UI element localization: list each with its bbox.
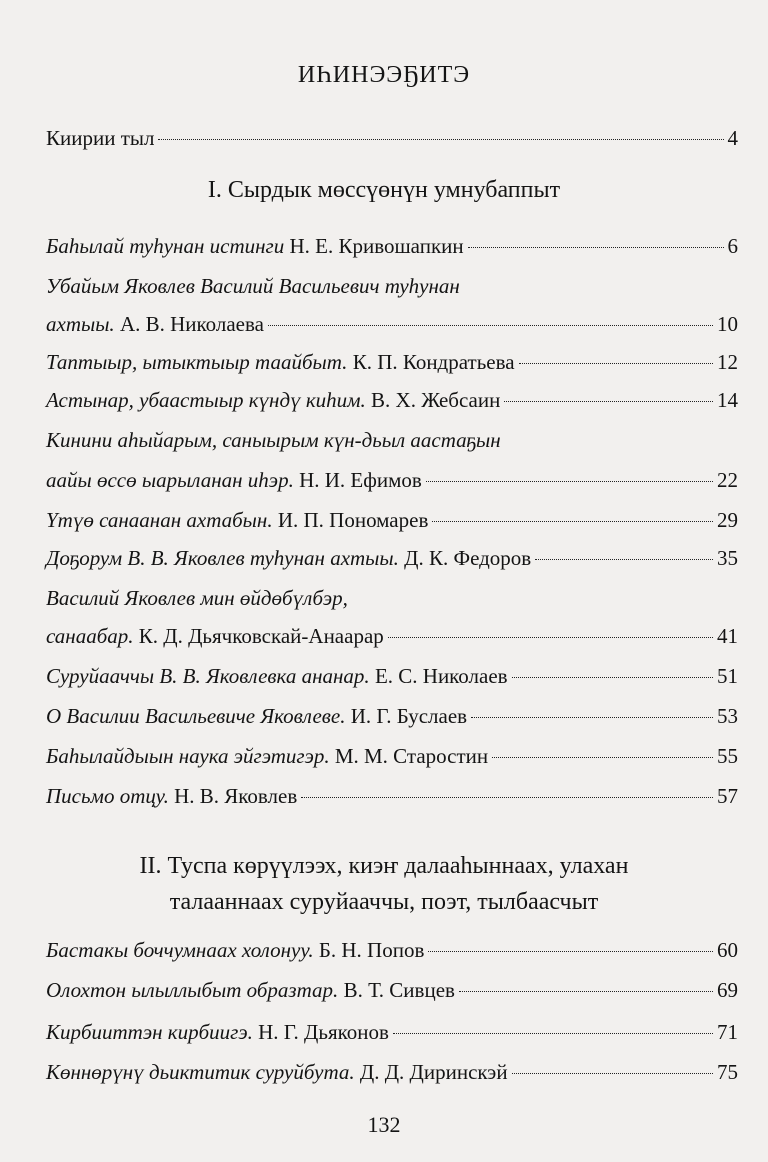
toc-entry[interactable] xyxy=(46,386,738,414)
entry-author: И. Г. Буслаев xyxy=(345,704,468,728)
entry-page: 12 xyxy=(717,350,738,374)
entry-title-line1: Кинини аһыйарым, саныырым күн-дьыл аастаҕын xyxy=(46,428,501,452)
entry-title: санаабар. xyxy=(46,624,134,648)
entry-page: 4 xyxy=(727,126,738,150)
page-title: ИҺИНЭЭҔИТЭ xyxy=(297,62,471,88)
entry-page: 14 xyxy=(717,388,738,412)
entry-author: М. М. Старостин xyxy=(329,744,489,768)
entry-page: 6 xyxy=(727,234,738,258)
dot-leader xyxy=(519,363,713,364)
toc-entry[interactable] xyxy=(46,506,738,534)
toc-entry[interactable] xyxy=(46,702,738,730)
dot-leader xyxy=(426,481,713,482)
entry-page: 69 xyxy=(717,978,738,1002)
section-heading-2 xyxy=(60,848,708,920)
entry-title: Бастакы боччумнаах холонуу. xyxy=(46,938,314,962)
entry-author: Н. Г. Дьяконов xyxy=(252,1020,389,1044)
toc-entry[interactable] xyxy=(46,662,738,690)
entry-page: 75 xyxy=(717,1060,738,1084)
entry-author: Н. И. Ефимов xyxy=(293,468,422,492)
entry-page: 55 xyxy=(717,744,738,768)
toc-entry[interactable] xyxy=(46,742,738,770)
toc-entry[interactable] xyxy=(46,544,738,572)
entry-title: Астынар, убаастыыр күндү киһим. xyxy=(46,388,366,412)
entry-title: Үтүө санаанан ахтабын. xyxy=(46,508,273,532)
entry-title-line1: Убайым Яковлев Василий Васильевич туһунан xyxy=(46,274,460,298)
toc-entry-intro[interactable] xyxy=(46,124,738,152)
section-heading-2-line2: талааннаах суруйааччы, поэт, тылбаасчыт xyxy=(169,889,599,915)
section-heading-1: I. Сырдык мөссүөнүн умнубаппыт xyxy=(207,177,561,203)
entry-title: Киирии тыл xyxy=(46,126,155,150)
entry-title: Доҕорум В. В. Яковлев туһунан ахтыы. xyxy=(46,546,399,570)
entry-page: 41 xyxy=(717,624,738,648)
section-heading-2-line1: II. Туспа көрүүлээх, киэҥ далааһыннаах, улахан xyxy=(139,853,629,879)
dot-leader xyxy=(432,521,713,522)
entry-author: Н. Е. Кривошапкин xyxy=(284,234,464,258)
entry-author: К. П. Кондратьева xyxy=(347,350,515,374)
entry-title: Письмо отцу. xyxy=(46,784,169,808)
entry-author: Д. К. Федоров xyxy=(398,546,532,570)
entry-title-line1: Василий Яковлев мин өйдөбүлбэр, xyxy=(46,586,348,610)
entry-author: И. П. Пономарев xyxy=(272,508,429,532)
dot-leader xyxy=(388,637,713,638)
dot-leader xyxy=(428,951,713,952)
entry-title: аайы өссө ыарыланан иһэр. xyxy=(46,468,294,492)
toc-entry[interactable] xyxy=(46,466,738,494)
dot-leader xyxy=(158,139,723,140)
entry-author: Д. Д. Диринскэй xyxy=(354,1060,508,1084)
entry-title: Кирбииттэн кирбиигэ. xyxy=(46,1020,253,1044)
entry-author: В. Т. Сивцев xyxy=(338,978,455,1002)
entry-page: 29 xyxy=(717,508,738,532)
toc-entry[interactable] xyxy=(46,782,738,810)
dot-leader xyxy=(301,797,713,798)
entry-page: 60 xyxy=(717,938,738,962)
entry-author: Н. В. Яковлев xyxy=(168,784,298,808)
entry-title: Баһылайдыын наука эйгэтигэр. xyxy=(46,744,330,768)
toc-entry[interactable] xyxy=(46,310,738,338)
dot-leader xyxy=(459,991,713,992)
dot-leader xyxy=(535,559,713,560)
entry-author: Е. С. Николаев xyxy=(369,664,508,688)
entry-title: О Василии Васильевиче Яковлеве. xyxy=(46,704,346,728)
dot-leader xyxy=(512,1073,713,1074)
entry-author: В. Х. Жебсаин xyxy=(365,388,501,412)
entry-author: К. Д. Дьячковскай-Анаарар xyxy=(133,624,384,648)
toc-entry[interactable] xyxy=(46,232,738,260)
entry-title: Таптыыр, ытыктыыр таайбыт. xyxy=(46,350,348,374)
page-number: 132 xyxy=(367,1112,401,1137)
entry-page: 51 xyxy=(717,664,738,688)
dot-leader xyxy=(492,757,713,758)
entry-title: Олохтон ылыллыбыт образтар. xyxy=(46,978,339,1002)
entry-title: Баһылай туһунан истинги xyxy=(46,234,285,258)
entry-page: 10 xyxy=(717,312,738,336)
entry-author: Б. Н. Попов xyxy=(313,938,425,962)
toc-entry[interactable] xyxy=(46,976,738,1004)
entry-author: А. В. Николаева xyxy=(114,312,264,336)
entry-title: Көннөрүнү дьиктитик суруйбута. xyxy=(46,1060,355,1084)
entry-page: 71 xyxy=(717,1020,738,1044)
dot-leader xyxy=(512,677,713,678)
toc-entry[interactable] xyxy=(46,1018,738,1046)
toc-entry[interactable] xyxy=(46,936,738,964)
toc-entry[interactable] xyxy=(46,1058,738,1086)
toc-entry[interactable] xyxy=(46,348,738,376)
entry-page: 35 xyxy=(717,546,738,570)
toc-entry[interactable] xyxy=(46,622,738,650)
dot-leader xyxy=(471,717,713,718)
dot-leader xyxy=(468,247,724,248)
entry-page: 53 xyxy=(717,704,738,728)
entry-page: 22 xyxy=(717,468,738,492)
dot-leader xyxy=(268,325,713,326)
dot-leader xyxy=(504,401,713,402)
entry-title: Суруйааччы В. В. Яковлевка ананар. xyxy=(46,664,370,688)
entry-title: ахтыы. xyxy=(46,312,115,336)
entry-page: 57 xyxy=(717,784,738,808)
dot-leader xyxy=(393,1033,713,1034)
